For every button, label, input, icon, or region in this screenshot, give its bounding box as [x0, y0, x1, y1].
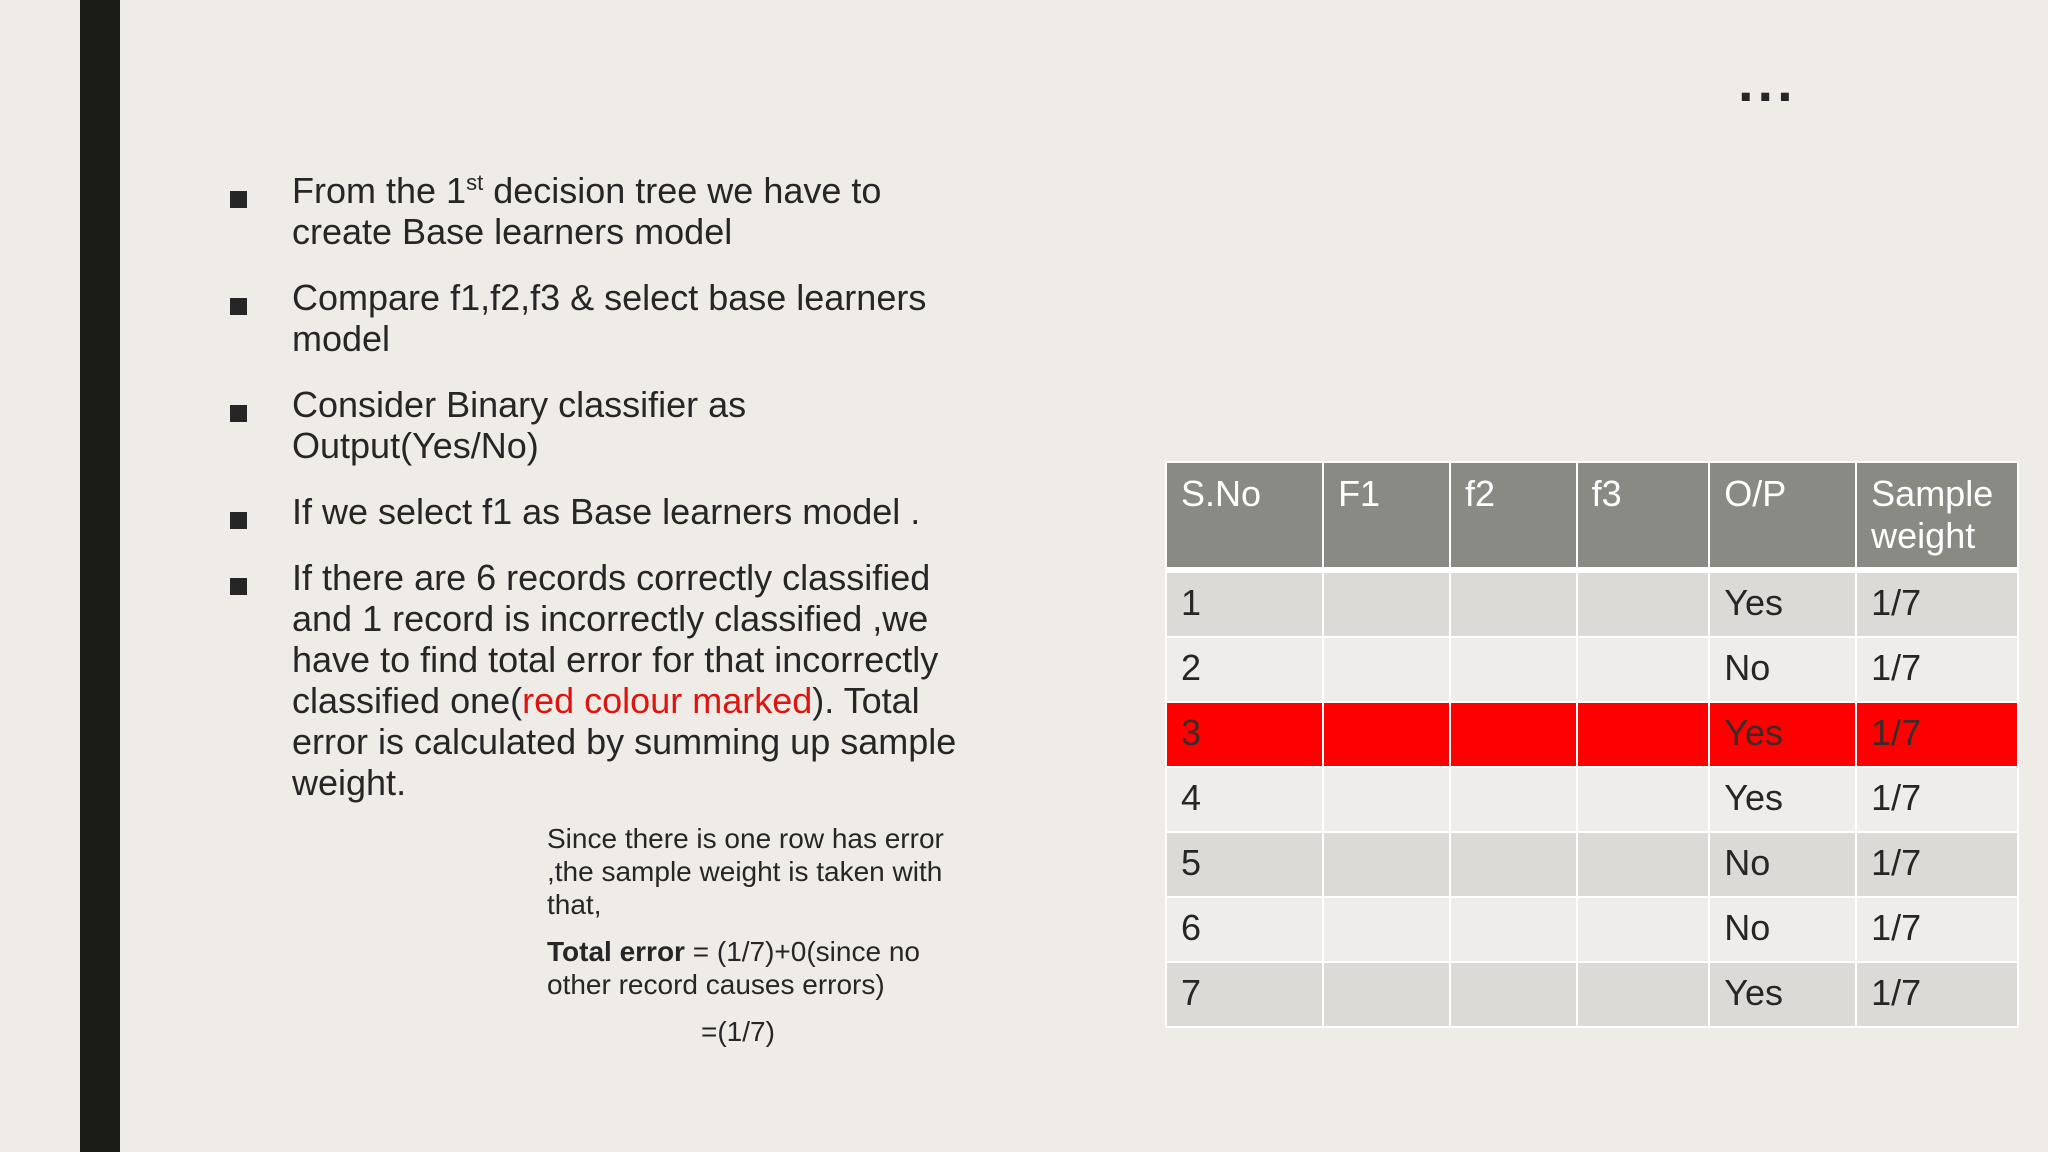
cell-f2 [1450, 832, 1577, 897]
table-header-row [1166, 462, 2018, 570]
cell-weight: 1/7 [1856, 570, 2018, 637]
header-f1: F1 [1323, 462, 1450, 570]
cell-f2 [1450, 897, 1577, 962]
table-row [1166, 570, 2018, 637]
bullet-text: decision tree we have to create Base learners model [292, 170, 882, 252]
bullet-item [228, 384, 988, 466]
cell-sno: 4 [1166, 767, 1323, 832]
sample-weight-table [1165, 461, 2019, 1028]
cell-sno: 6 [1166, 897, 1323, 962]
cell-sno: 7 [1166, 962, 1323, 1027]
cell-f3 [1577, 637, 1710, 702]
cell-sno: 1 [1166, 570, 1323, 637]
cell-weight: 1/7 [1856, 897, 2018, 962]
cell-weight: 1/7 [1856, 832, 2018, 897]
cell-f3 [1577, 570, 1710, 637]
cell-weight: 1/7 [1856, 767, 2018, 832]
cell-op: Yes [1709, 962, 1856, 1027]
cell-f1 [1323, 702, 1450, 767]
cell-f1 [1323, 832, 1450, 897]
cell-f3 [1577, 897, 1710, 962]
bullet-text: If there are 6 records correctly classified and 1 record is incorrectly classified ,we have to find total error for that incorrectly classified one( [292, 557, 939, 721]
cell-f2 [1450, 637, 1577, 702]
square-bullet-icon [230, 405, 247, 422]
square-bullet-icon [230, 512, 247, 529]
table-row [1166, 637, 2018, 702]
cell-sno: 2 [1166, 637, 1323, 702]
cell-f3 [1577, 767, 1710, 832]
bullet-list [228, 170, 988, 828]
cell-f2 [1450, 570, 1577, 637]
cell-f1 [1323, 570, 1450, 637]
cell-f2 [1450, 702, 1577, 767]
bullet-text: From the 1 [292, 170, 467, 211]
cell-f1 [1323, 637, 1450, 702]
bullet-text: Consider Binary classifier as Output(Yes/No) [292, 384, 747, 466]
ordinal-suffix: st [466, 170, 484, 195]
cell-f1 [1323, 767, 1450, 832]
header-op: O/P [1709, 462, 1856, 570]
cell-f3 [1577, 832, 1710, 897]
total-error-result: =(1/7) [701, 1016, 775, 1047]
cell-f3 [1577, 702, 1710, 767]
cell-weight: 1/7 [1856, 962, 2018, 1027]
accent-bar [80, 0, 120, 1152]
header-f2: f2 [1450, 462, 1577, 570]
cell-op: No [1709, 832, 1856, 897]
header-f3: f3 [1577, 462, 1710, 570]
total-error-label: Total error [547, 936, 685, 967]
total-error-text: = (1/7)+0(since no other record causes errors) [547, 936, 920, 1000]
header-sno: S.No [1166, 462, 1323, 570]
cell-weight: 1/7 [1856, 702, 2018, 767]
header-sample-weight: Sample weight [1856, 462, 2018, 570]
bullet-text: Compare f1,f2,f3 & select base learners model [292, 277, 927, 359]
table-row [1166, 962, 2018, 1027]
table-row [1166, 897, 2018, 962]
square-bullet-icon [230, 191, 247, 208]
bullet-item [228, 170, 988, 252]
bullet-text: If we select f1 as Base learners model . [292, 491, 921, 532]
cell-op: Yes [1709, 570, 1856, 637]
total-error-formula [547, 935, 977, 1001]
cell-op: Yes [1709, 767, 1856, 832]
cell-f3 [1577, 962, 1710, 1027]
more-ellipsis: ... [1738, 50, 1797, 113]
bullet-item [228, 557, 988, 803]
cell-f2 [1450, 767, 1577, 832]
cell-sno: 3 [1166, 702, 1323, 767]
square-bullet-icon [230, 298, 247, 315]
total-error-note [547, 822, 977, 1048]
cell-weight: 1/7 [1856, 637, 2018, 702]
table-row [1166, 767, 2018, 832]
square-bullet-icon [230, 578, 247, 595]
bullet-text: ). Total error is calculated by summing up sample weight. [292, 680, 957, 803]
bullet-item [228, 491, 988, 532]
cell-f2 [1450, 962, 1577, 1027]
note-explanation: Since there is one row has error ,the sample weight is taken with that, [547, 823, 944, 920]
table-row [1166, 832, 2018, 897]
cell-f1 [1323, 962, 1450, 1027]
cell-f1 [1323, 897, 1450, 962]
cell-sno: 5 [1166, 832, 1323, 897]
bullet-item [228, 277, 988, 359]
cell-op: Yes [1709, 702, 1856, 767]
cell-op: No [1709, 637, 1856, 702]
table-row-error-highlighted [1166, 702, 2018, 767]
cell-op: No [1709, 897, 1856, 962]
red-highlight-text: red colour marked [522, 680, 813, 721]
